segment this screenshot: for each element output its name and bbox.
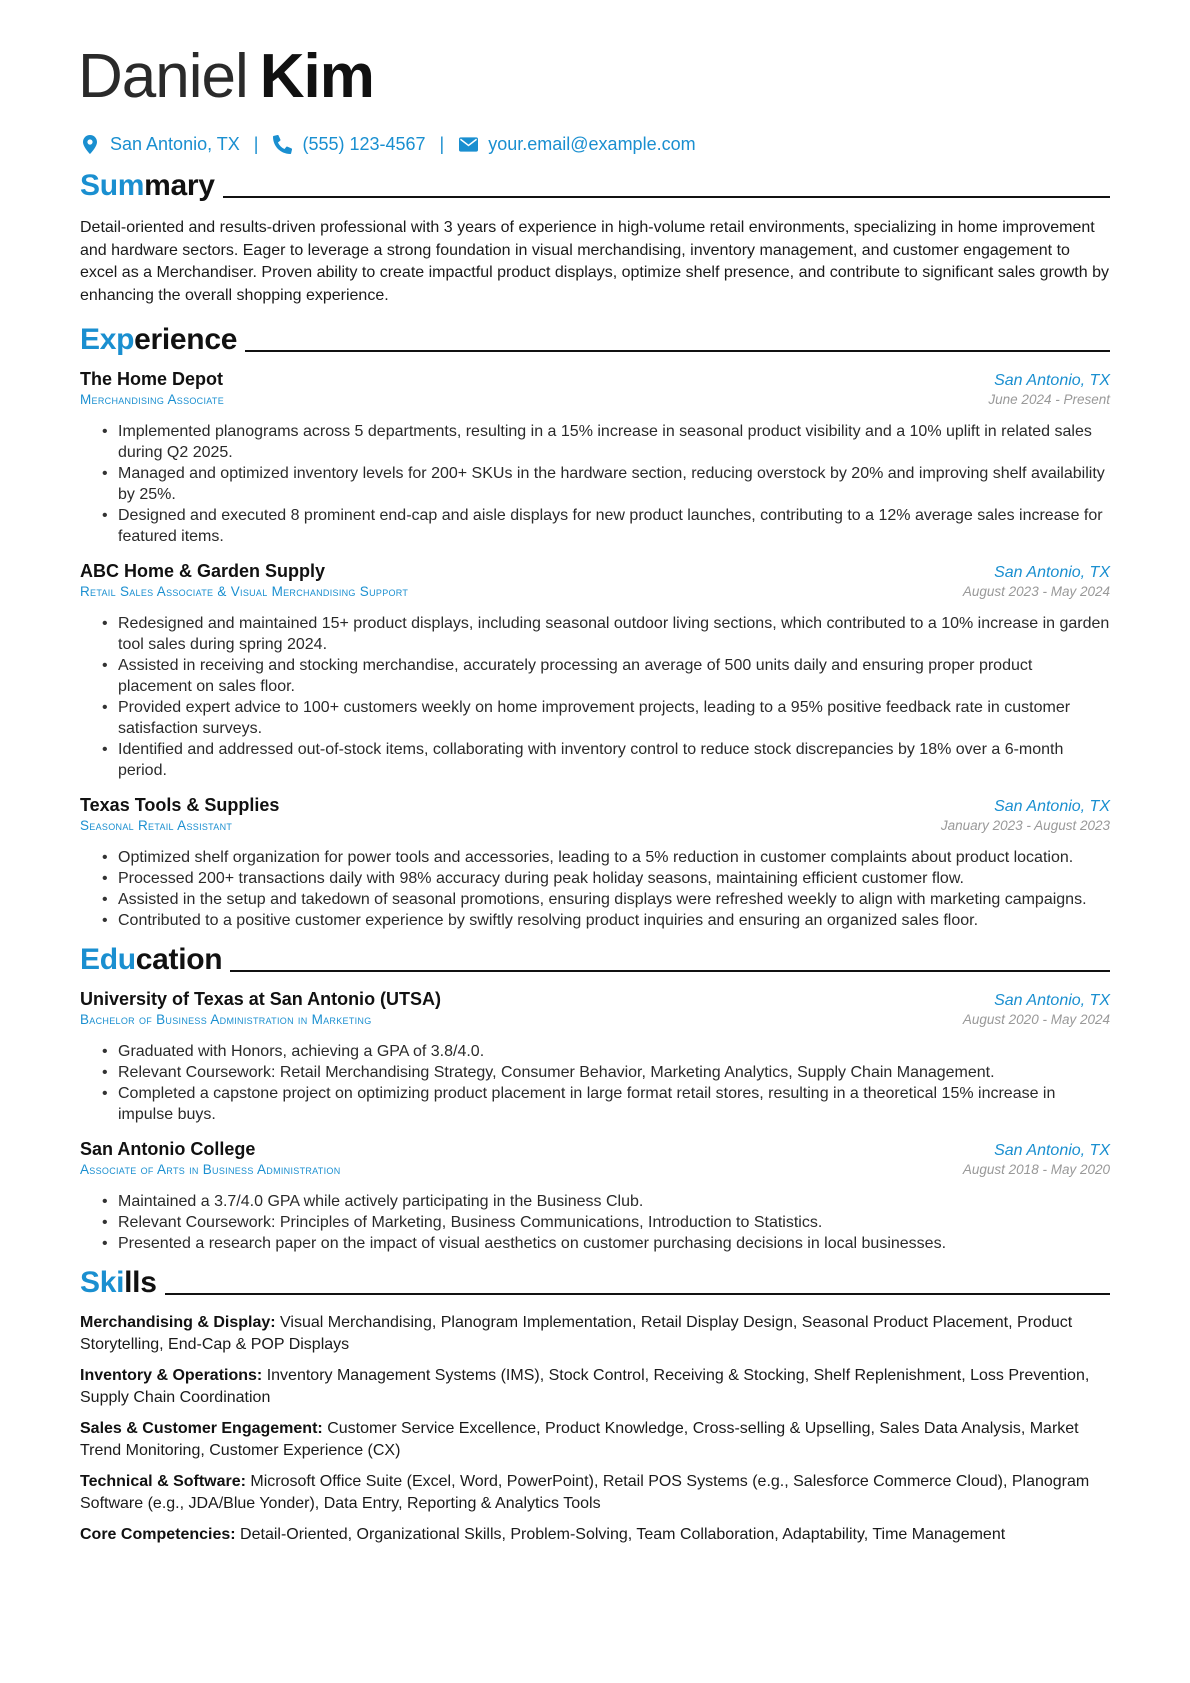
skill-category: Sales & Customer Engagement:	[80, 1420, 323, 1437]
experience-heading	[80, 325, 1110, 355]
candidate-name	[78, 42, 1110, 111]
employer-name: Texas Tools & Supplies	[80, 795, 280, 815]
section-rule	[230, 970, 1110, 972]
job-title: Retail Sales Associate & Visual Merchandising Support	[80, 584, 409, 599]
skill-group	[80, 1471, 1110, 1515]
education-entry	[80, 989, 1110, 1125]
summary-heading	[80, 171, 1110, 201]
envelope-icon	[458, 135, 478, 155]
contact-separator: |	[253, 134, 259, 154]
job-title: Merchandising Associate	[80, 392, 225, 407]
experience-entry	[80, 369, 1110, 547]
list-item: • Identified and addressed out-of-stock items, collaborating with inventory control to reduce stock discrepancies by 18% over a 6-month period.	[102, 739, 1110, 781]
degree: Bachelor of Business Administration in Marketing	[80, 1012, 372, 1027]
last-name: Kim	[259, 42, 374, 111]
section-title: Summary	[80, 169, 215, 202]
phone-text: (555) 123-4567	[302, 134, 426, 154]
skill-group	[80, 1312, 1110, 1356]
school-name: University of Texas at San Antonio (UTSA)	[80, 989, 442, 1009]
section-rule	[245, 350, 1110, 352]
skill-list: Microsoft Office Suite (Excel, Word, PowerPoint), Retail POS Systems (e.g., Salesforce Commerce Cloud), Planogram Software (e.g., JDA/Blue Yonder), Data Entry, Reporting & Analytics Tools	[80, 1473, 1090, 1512]
entry-location: San Antonio, TX	[994, 992, 1110, 1009]
section-rule	[223, 196, 1110, 198]
list-item: • Presented a research paper on the impact of visual aesthetics on customer purchasing decisions in local businesses.	[102, 1233, 1110, 1254]
email-link: your.email@example.com	[488, 134, 696, 154]
location-text: San Antonio, TX	[110, 134, 240, 154]
skill-category: Technical & Software:	[80, 1473, 246, 1490]
list-item: • Implemented planograms across 5 departments, resulting in a 15% increase in seasonal product visibility and a 10% uplift in related sales during Q2 2025.	[102, 421, 1110, 463]
bullet-list	[80, 1041, 1110, 1125]
degree: Associate of Arts in Business Administration	[80, 1162, 341, 1177]
list-item: • Relevant Coursework: Principles of Marketing, Business Communications, Introduction to Statistics.	[102, 1212, 1110, 1233]
bullet-list	[80, 421, 1110, 547]
skill-category: Merchandising & Display:	[80, 1314, 276, 1331]
skill-category: Inventory & Operations:	[80, 1367, 263, 1384]
list-item: • Maintained a 3.7/4.0 GPA while actively participating in the Business Club.	[102, 1191, 1110, 1212]
list-item: • Designed and executed 8 prominent end-cap and aisle displays for new product launches, contributing to a 12% average sales increase for featured items.	[102, 505, 1110, 547]
entry-dates: June 2024 - Present	[988, 392, 1110, 407]
entry-dates: August 2023 - May 2024	[962, 584, 1110, 599]
contact-email[interactable]	[458, 134, 695, 155]
list-item: • Contributed to a positive customer experience by swiftly resolving product inquiries and ensuring an organized sales floor.	[102, 910, 1110, 931]
skill-category: Core Competencies:	[80, 1526, 236, 1543]
bullet-list	[80, 847, 1110, 931]
entry-dates: January 2023 - August 2023	[940, 818, 1110, 833]
job-title: Seasonal Retail Assistant	[80, 818, 233, 833]
school-name: San Antonio College	[80, 1139, 256, 1159]
first-name: Daniel	[78, 42, 248, 111]
skill-list: Detail-Oriented, Organizational Skills, Problem-Solving, Team Collaboration, Adaptability, Time Management	[240, 1526, 1006, 1543]
skill-group	[80, 1418, 1110, 1462]
experience-entry	[80, 795, 1110, 931]
entry-dates: August 2020 - May 2024	[962, 1012, 1110, 1027]
list-item: • Processed 200+ transactions daily with 98% accuracy during peak holiday seasons, maintaining efficient customer flow.	[102, 868, 1110, 889]
entry-location: San Antonio, TX	[994, 372, 1110, 389]
education-entry	[80, 1139, 1110, 1254]
section-title: Experience	[80, 323, 238, 356]
contact-bar	[80, 134, 1110, 155]
entry-location: San Antonio, TX	[994, 564, 1110, 581]
entry-dates: August 2018 - May 2020	[962, 1162, 1110, 1177]
phone-icon	[272, 135, 292, 155]
education-heading	[80, 945, 1110, 975]
summary-text: Detail-oriented and results-driven professional with 3 years of experience in high-volume retail environments, specializing in home improvement and hardware sectors. Eager to leverage a strong foundation in visual merchandising, inventory management, and customer engagement to excel as a Merchandiser. Proven ability to create impactful product displays, optimize shelf presence, and contribute to significant sales growth by enhancing the overall shopping experience.	[80, 219, 1109, 304]
skills-heading	[80, 1268, 1110, 1298]
list-item: • Redesigned and maintained 15+ product displays, including seasonal outdoor living sections, which contributed to a 10% increase in garden tool sales during spring 2024.	[102, 613, 1110, 655]
map-pin-icon	[80, 135, 100, 155]
list-item: • Optimized shelf organization for power tools and accessories, leading to a 5% reduction in customer complaints about product location.	[102, 847, 1110, 868]
bullet-list	[80, 613, 1110, 781]
skill-list: Customer Service Excellence, Product Knowledge, Cross-selling & Upselling, Sales Data Analysis, Market Trend Monitoring, Customer Experience (CX)	[80, 1420, 1079, 1459]
skill-list: Inventory Management Systems (IMS), Stock Control, Receiving & Stocking, Shelf Replenishment, Loss Prevention, Supply Chain Coordination	[80, 1367, 1090, 1406]
skill-list: Visual Merchandising, Planogram Implementation, Retail Display Design, Seasonal Product Placement, Product Storytelling, End-Cap & POP Displays	[80, 1314, 1073, 1353]
section-title: Skills	[80, 1266, 157, 1299]
list-item: • Assisted in the setup and takedown of seasonal promotions, ensuring displays were refreshed weekly to align with marketing campaigns.	[102, 889, 1110, 910]
section-title: Education	[80, 943, 223, 976]
list-item: • Relevant Coursework: Retail Merchandising Strategy, Consumer Behavior, Marketing Analytics, Supply Chain Management.	[102, 1062, 1110, 1083]
list-item: • Managed and optimized inventory levels for 200+ SKUs in the hardware section, reducing overstock by 20% and improving shelf availability by 25%.	[102, 463, 1110, 505]
section-rule	[165, 1293, 1110, 1295]
employer-name: ABC Home & Garden Supply	[80, 561, 326, 581]
contact-location	[80, 134, 240, 155]
list-item: • Completed a capstone project on optimizing product placement in large format retail stores, resulting in a theoretical 15% increase in impulse buys.	[102, 1083, 1110, 1125]
list-item: • Graduated with Honors, achieving a GPA of 3.8/4.0.	[102, 1041, 1110, 1062]
entry-location: San Antonio, TX	[994, 1142, 1110, 1159]
bullet-list	[80, 1191, 1110, 1254]
entry-location: San Antonio, TX	[994, 798, 1110, 815]
skill-group	[80, 1365, 1110, 1409]
skill-group	[80, 1524, 1110, 1546]
contact-phone[interactable]	[272, 134, 425, 155]
list-item: • Assisted in receiving and stocking merchandise, accurately processing an average of 500 units daily and ensuring proper product placement on sales floor.	[102, 655, 1110, 697]
list-item: • Provided expert advice to 100+ customers weekly on home improvement projects, leading to a 95% positive feedback rate in customer satisfaction surveys.	[102, 697, 1110, 739]
experience-entry	[80, 561, 1110, 781]
contact-separator: |	[439, 134, 445, 154]
employer-name: The Home Depot	[80, 369, 224, 389]
